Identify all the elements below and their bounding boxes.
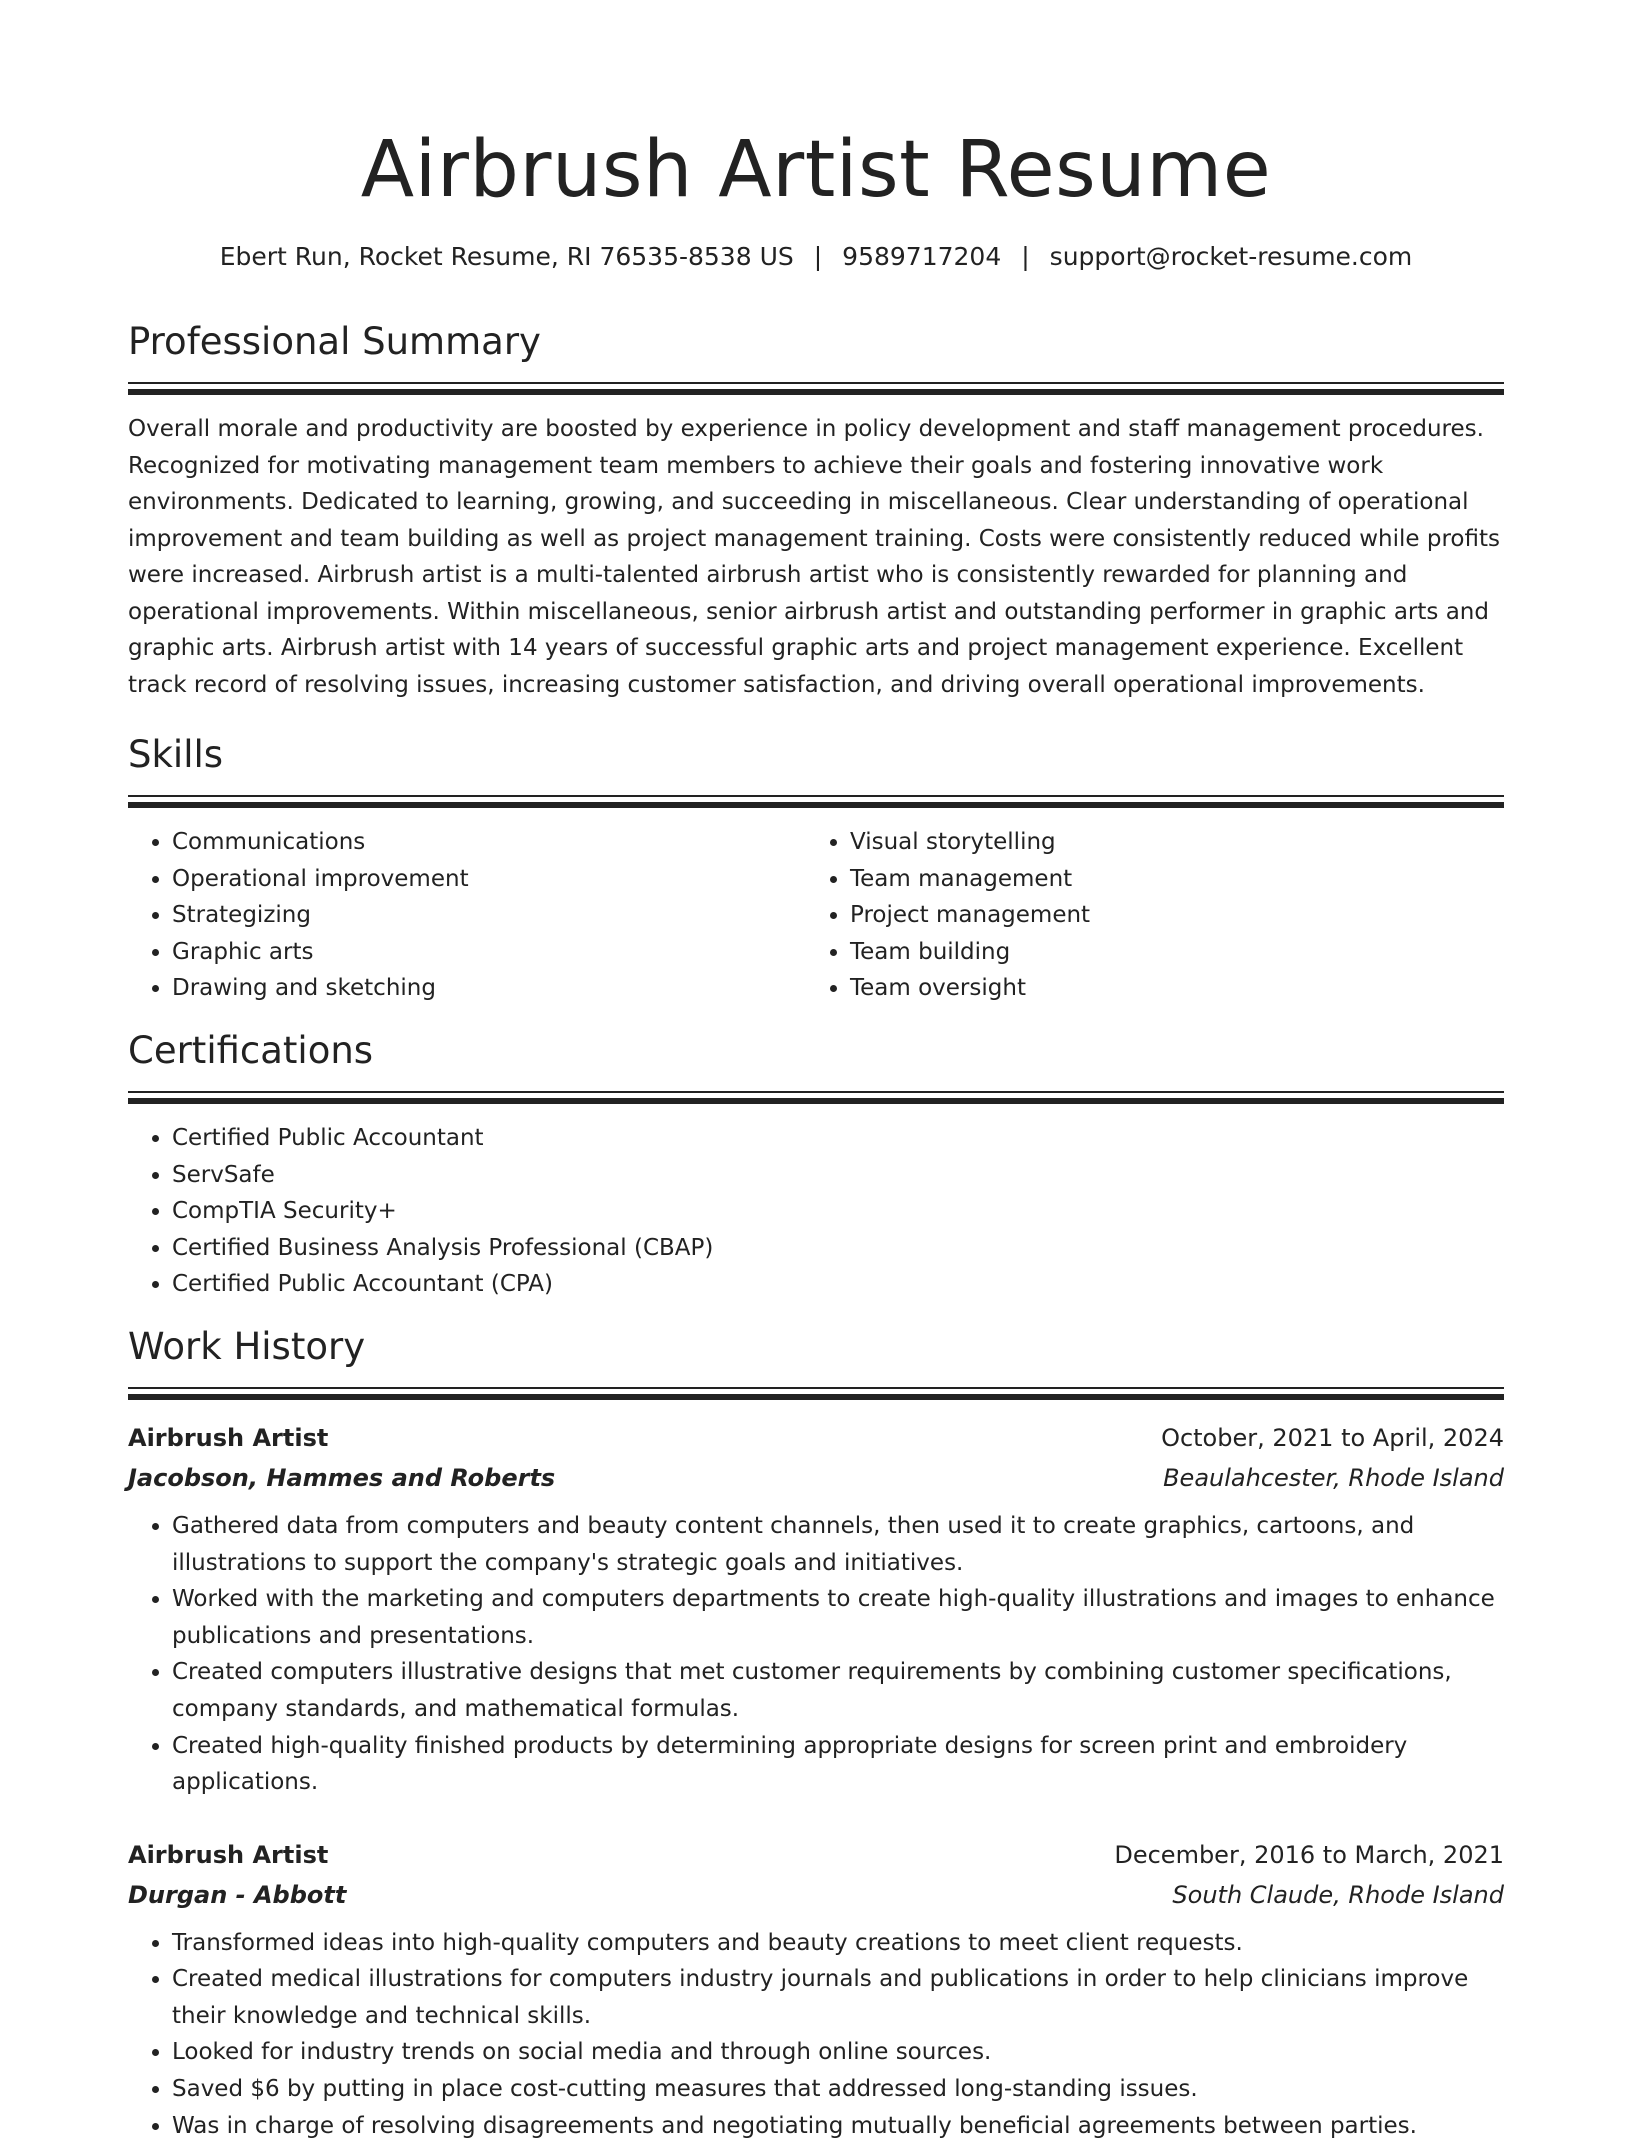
- skills-columns: [128, 824, 1504, 1007]
- skill-item: • Team oversight: [850, 970, 1484, 1007]
- skills-list: [128, 824, 806, 1007]
- resume-page: [128, 0, 1504, 2144]
- contact-email: support@rocket-resume.com: [1049, 242, 1413, 271]
- section-divider-thick: [128, 1098, 1504, 1104]
- skill-item: • Team building: [850, 934, 1484, 971]
- job-company: Jacobson, Hammes and Roberts: [128, 1463, 556, 1492]
- section-divider-thick: [128, 389, 1504, 395]
- job-title: Airbrush Artist: [128, 1423, 329, 1452]
- skills-section: [128, 731, 1504, 1007]
- skill-item: • Project management: [850, 897, 1484, 934]
- section-heading: Certifications: [128, 1028, 374, 1072]
- certifications-list: [128, 1120, 1504, 1303]
- certification-item: • CompTIA Security+: [172, 1193, 1504, 1230]
- section-divider-thin: [128, 1387, 1504, 1389]
- skill-item: • Communications: [172, 824, 806, 861]
- job-title: Airbrush Artist: [128, 1840, 329, 1869]
- job-location: Beaulahcester, Rhode Island: [1163, 1463, 1504, 1492]
- skill-item: • Drawing and sketching: [172, 970, 806, 1007]
- job-company-row: [128, 1875, 1504, 1915]
- skills-list: [806, 824, 1484, 1007]
- contact-address: Ebert Run, Rocket Resume, RI 76535-8538 US: [219, 242, 794, 271]
- certification-item: • Certified Public Accountant (CPA): [172, 1266, 1504, 1303]
- contact-separator: |: [1021, 242, 1030, 271]
- section-divider-thick: [128, 1394, 1504, 1400]
- job-dates: December, 2016 to March, 2021: [1114, 1840, 1504, 1869]
- resume-title: Airbrush Artist Resume: [360, 125, 1272, 215]
- section-divider-thin: [128, 1091, 1504, 1093]
- professional-summary-section: [128, 318, 1504, 703]
- job-duty-item: • Was in charge of resolving disagreements and negotiating mutually beneficial agreements between parties.: [172, 2108, 1504, 2144]
- job-dates: October, 2021 to April, 2024: [1161, 1423, 1504, 1452]
- job-duties-list: [128, 1925, 1504, 2144]
- skill-item: • Visual storytelling: [850, 824, 1484, 861]
- section-divider-thin: [128, 795, 1504, 797]
- job-duty-item: • Gathered data from computers and beauty content channels, then used it to create graphics, cartoons, and illustrations to support the company's strategic goals and initiatives.: [172, 1508, 1504, 1581]
- section-divider-thick: [128, 802, 1504, 808]
- section-heading: Professional Summary: [128, 320, 541, 363]
- skills-column-left: [128, 824, 806, 1007]
- work-history-section: [128, 1323, 1504, 2144]
- contact-line: [128, 240, 1504, 274]
- skills-column-right: [806, 824, 1484, 1007]
- job-duty-item: • Created medical illustrations for computers industry journals and publications in order to help clinicians improve their knowledge and technical skills.: [172, 1961, 1504, 2034]
- section-heading: Skills: [128, 733, 224, 776]
- section-heading: Work History: [128, 1324, 366, 1368]
- certification-item: • ServSafe: [172, 1157, 1504, 1194]
- job-title-row: [128, 1418, 1504, 1458]
- job-duty-item: • Created computers illustrative designs that met customer requirements by combining customer specifications, company standards, and mathematical formulas.: [172, 1654, 1504, 1727]
- job-entry: [128, 1835, 1504, 2144]
- contact-phone: 9589717204: [842, 242, 1002, 271]
- job-duties-list: [128, 1508, 1504, 1801]
- certification-item: • Certified Public Accountant: [172, 1120, 1504, 1157]
- job-entry: [128, 1418, 1504, 1801]
- summary-paragraph: Overall morale and productivity are boosted by experience in policy development and staff management procedures. Recognized for motivating management team members to achieve their goals and fostering innovative work environments. Dedicated to learning, growing, and succeeding in miscellaneous. Clear understanding of operational improvement and team building as well as project management training. Costs were consistently reduced while profits were increased. Airbrush artist is a multi-talented airbrush artist who is consistently rewarded for planning and operational improvements. Within miscellaneous, senior airbrush artist and outstanding performer in graphic arts and graphic arts. Airbrush artist with 14 years of successful graphic arts and project management experience. Excellent track record of resolving issues, increasing customer satisfaction, and driving overall operational improvements.: [128, 416, 1500, 698]
- job-duty-item: • Worked with the marketing and computers departments to create high-quality illustrations and images to enhance publications and presentations.: [172, 1581, 1504, 1654]
- job-duty-item: • Saved $6 by putting in place cost-cutting measures that addressed long-standing issues.: [172, 2071, 1504, 2108]
- job-duty-item: • Looked for industry trends on social media and through online sources.: [172, 2034, 1504, 2071]
- skill-item: • Team management: [850, 861, 1484, 898]
- job-location: South Claude, Rhode Island: [1172, 1880, 1504, 1909]
- job-company: Durgan - Abbott: [128, 1880, 347, 1909]
- skill-item: • Operational improvement: [172, 861, 806, 898]
- job-duty-item: • Transformed ideas into high-quality computers and beauty creations to meet client requests.: [172, 1925, 1504, 1962]
- skill-item: • Strategizing: [172, 897, 806, 934]
- job-company-row: [128, 1458, 1504, 1498]
- contact-separator: |: [813, 242, 823, 271]
- certification-item: • Certified Business Analysis Professional (CBAP): [172, 1230, 1504, 1267]
- skill-item: • Graphic arts: [172, 934, 806, 971]
- job-duty-item: • Created high-quality finished products by determining appropriate designs for screen print and embroidery applications.: [172, 1728, 1504, 1801]
- section-divider-thin: [128, 382, 1504, 384]
- job-title-row: [128, 1835, 1504, 1875]
- certifications-section: [128, 1027, 1504, 1303]
